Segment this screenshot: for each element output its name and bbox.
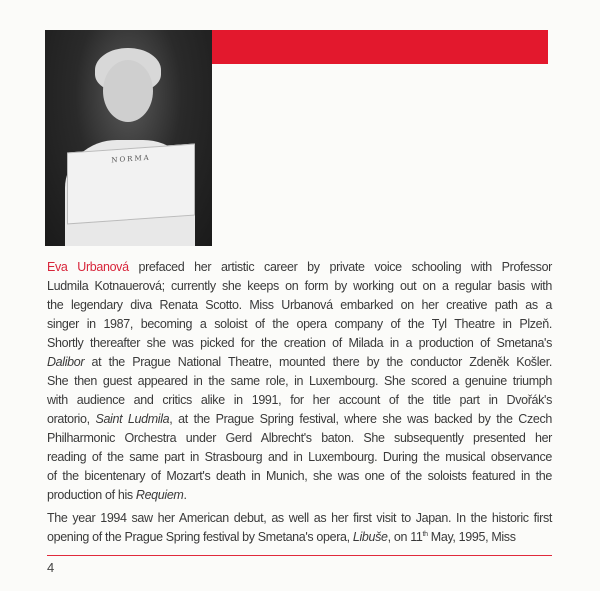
text-line [47,315,552,334]
text-segment: Dalibor [47,355,85,369]
text-segment: She then guest appeared in the same role, in Luxembourg. She scored a genuine triumph [47,374,552,388]
text-segment: Requiem [135,488,184,502]
text-line [47,486,552,505]
text-line [47,391,552,410]
text-line [47,372,552,391]
page-content [47,258,552,576]
face-shape [103,60,153,122]
text-segment: with audience and critics alike in 1991, for her account of the title part in Dvořák's [47,393,552,407]
singer-photo [45,30,212,246]
text-line [47,448,552,467]
red-header-bar [212,30,548,64]
paragraph [47,258,552,505]
text-segment: Philharmonic Orchestra under Gerd Albrecht's baton. She subsequently presented her [47,431,552,445]
text-segment: Shortly thereafter she was picked for the creation of Milada in a production of Smetana's [47,336,552,350]
text-segment: at the Prague National Theatre, mounted there by the conductor Zdeněk Košler. [84,355,552,369]
text-segment: of the bicentenary of Mozart's death in Munich, she was one of the soloists featured in the [47,469,552,483]
text-line [47,258,552,277]
text-line [47,467,552,486]
footer-rule [47,555,552,556]
text-segment: oratorio, [47,412,96,426]
text-segment: The year 1994 saw her American debut, as well as her first visit to Japan. In the historic first [47,511,552,525]
text-line [47,429,552,448]
text-line [47,277,552,296]
text-segment: opening of the Prague Spring festival by Smetana's opera, [47,530,353,544]
text-segment: , at the Prague Spring festival, where she was backed by the Czech [169,412,552,426]
text-line [47,296,552,315]
text-segment: . [183,488,187,502]
text-segment: Ludmila Kotnauerová; currently she keeps on form by working out on a regular basis with [47,279,552,293]
text-segment: the legendary diva Renata Scotto. Miss Urbanová embarked on her creative path as a [47,298,552,312]
text-line [47,353,552,372]
paragraph [47,509,552,547]
text-segment: Saint Ludmila [95,412,170,426]
text-segment: production of his [47,488,136,502]
text-segment: , on 11 [387,530,423,544]
text-line [47,410,552,429]
text-segment: Libuše [352,530,388,544]
score-booklet: NORMA [67,144,195,225]
biography-text [47,258,552,547]
text-line [47,528,552,547]
text-line [47,509,552,528]
text-segment: May, 1995, Miss [427,530,516,544]
text-line [47,334,552,353]
text-segment: prefaced her artistic career by private voice schooling with Professor [128,260,552,274]
text-segment: reading of the same part in Strasbourg and in Luxembourg. During the musical observance [47,450,552,464]
text-segment: singer in 1987, becoming a soloist of the opera company of the Tyl Theatre in Plzeň. [47,317,552,331]
page-number: 4 [47,560,55,575]
artist-name: Eva Urbanová [47,260,129,274]
text-segment: th [422,531,428,538]
